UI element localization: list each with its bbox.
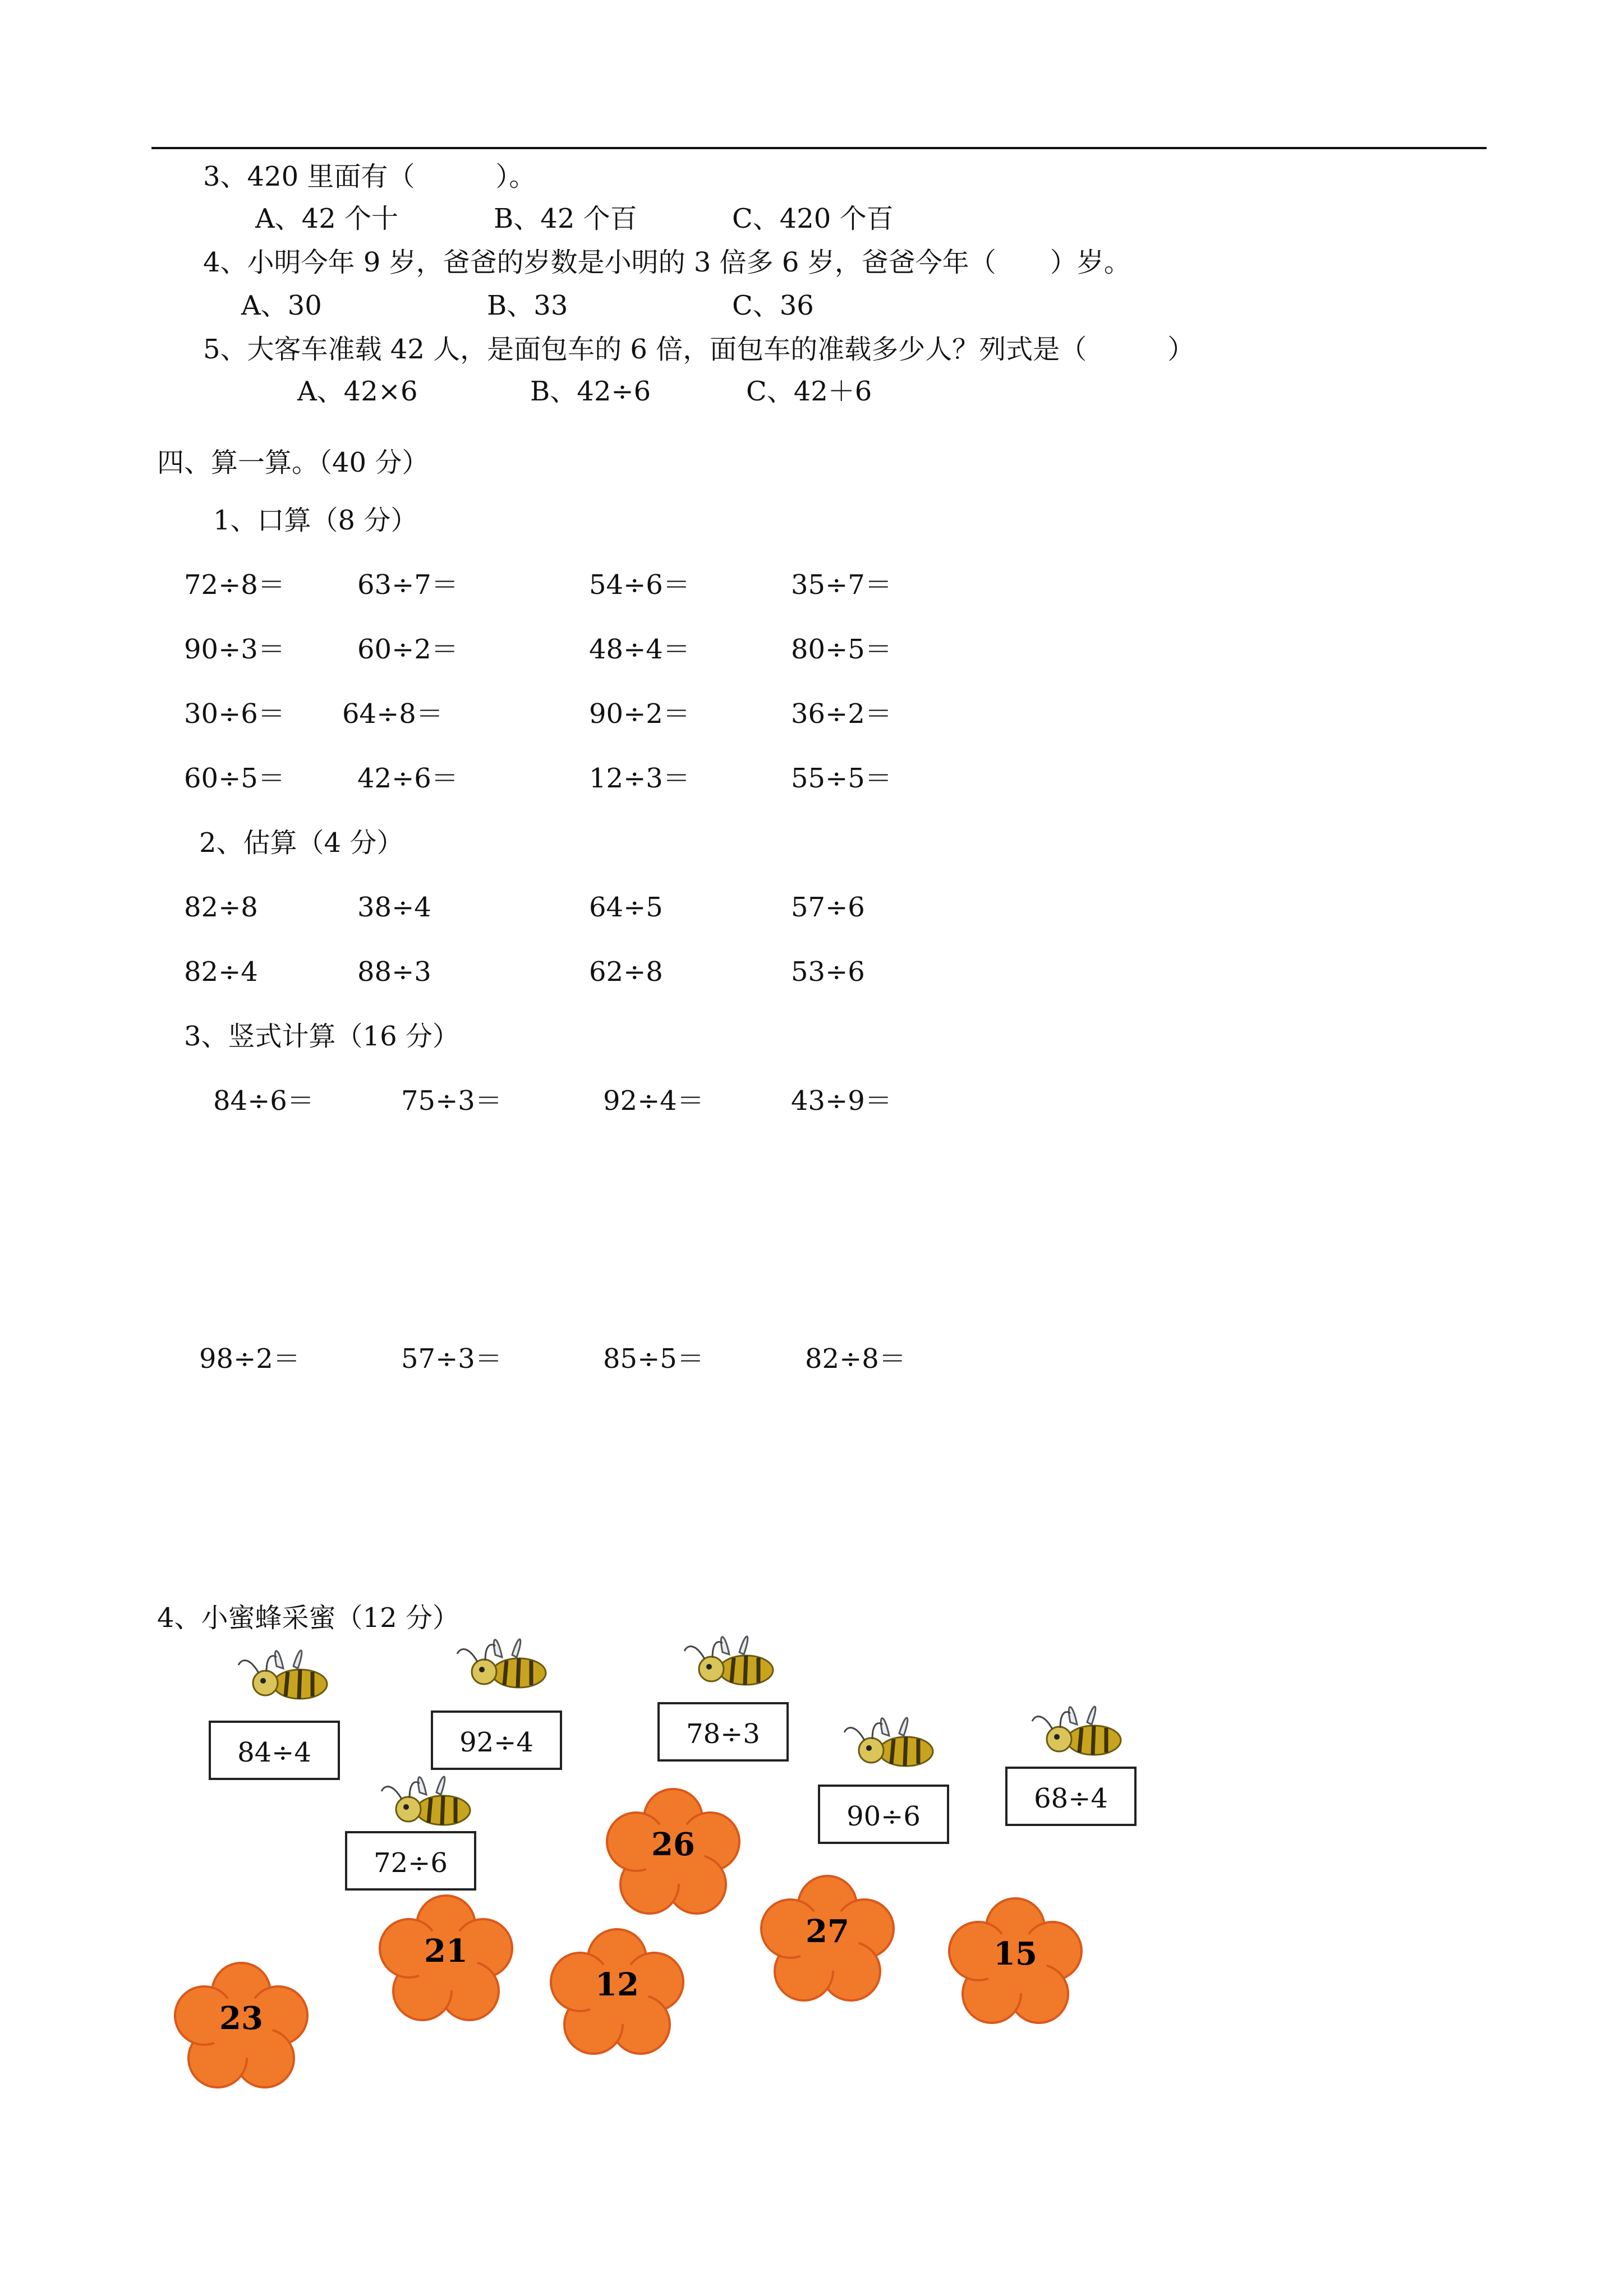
header-rule bbox=[151, 147, 1487, 149]
bees-title: 4、小蜜蜂采蜜（12 分） bbox=[157, 1602, 459, 1634]
oral-r4-c1: 60÷5＝ bbox=[184, 763, 285, 794]
bee-label-box: 84÷4 bbox=[209, 1721, 340, 1780]
bee-label-box: 72÷6 bbox=[345, 1831, 476, 1891]
estimate-title: 2、估算（4 分） bbox=[199, 827, 404, 859]
vertical-r1-c4: 43÷9＝ bbox=[791, 1085, 892, 1117]
estimate-r1-c3: 64÷5 bbox=[589, 892, 663, 923]
vertical-r2-c1: 98÷2＝ bbox=[199, 1343, 300, 1375]
oral-r2-c3: 48÷4＝ bbox=[589, 634, 690, 665]
flower bbox=[755, 1870, 900, 2005]
oral-r4-c3: 12÷3＝ bbox=[589, 763, 690, 794]
q3-option-b: B、42 个百 bbox=[494, 203, 637, 234]
estimate-r2-c3: 62÷8 bbox=[589, 956, 663, 988]
oral-r3-c4: 36÷2＝ bbox=[791, 698, 892, 730]
bee-icon bbox=[822, 1708, 945, 1775]
oral-r3-c3: 90÷2＝ bbox=[589, 698, 690, 730]
question-4: 4、小明今年 9 岁，爸爸的岁数是小明的 3 倍多 6 岁，爸爸今年（ ）岁。 bbox=[203, 247, 1131, 278]
oral-r4-c4: 55÷5＝ bbox=[791, 763, 892, 794]
vertical-r2-c4: 82÷8＝ bbox=[805, 1343, 906, 1375]
estimate-r1-c1: 82÷8 bbox=[184, 892, 258, 923]
flower bbox=[168, 1957, 314, 2092]
oral-r2-c2: 60÷2＝ bbox=[357, 634, 458, 665]
estimate-r2-c4: 53÷6 bbox=[791, 956, 865, 988]
vertical-r1-c1: 84÷6＝ bbox=[213, 1085, 314, 1117]
bee-label-box: 68÷4 bbox=[1005, 1767, 1137, 1826]
vertical-r1-c2: 75÷3＝ bbox=[401, 1085, 502, 1117]
q4-option-a: A、30 bbox=[241, 290, 322, 321]
vertical-r2-c3: 85÷5＝ bbox=[603, 1343, 704, 1375]
estimate-r1-c4: 57÷6 bbox=[791, 892, 865, 923]
vertical-r2-c2: 57÷3＝ bbox=[401, 1343, 502, 1375]
flower-number: 12 bbox=[595, 1966, 639, 2003]
flower bbox=[544, 1924, 690, 2058]
estimate-r2-c2: 88÷3 bbox=[357, 956, 431, 988]
oral-r3-c1: 30÷6＝ bbox=[184, 698, 285, 730]
q4-option-b: B、33 bbox=[487, 290, 568, 321]
bee-icon bbox=[359, 1767, 482, 1834]
oral-r1-c1: 72÷8＝ bbox=[184, 569, 285, 601]
oral-r4-c2: 42÷6＝ bbox=[357, 763, 458, 794]
oral-r1-c3: 54÷6＝ bbox=[589, 569, 690, 601]
q5-option-c: C、42＋6 bbox=[746, 376, 872, 407]
flower bbox=[942, 1893, 1088, 2027]
estimate-r1-c2: 38÷4 bbox=[357, 892, 431, 923]
flower bbox=[600, 1783, 746, 1918]
estimate-r2-c1: 82÷4 bbox=[184, 956, 258, 988]
vertical-title: 3、竖式计算（16 分） bbox=[184, 1021, 459, 1052]
bee-label-box: 92÷4 bbox=[431, 1711, 562, 1770]
q4-option-c: C、36 bbox=[732, 290, 814, 321]
bee-icon bbox=[1010, 1696, 1133, 1764]
flower-number: 27 bbox=[806, 1913, 849, 1950]
q5-option-a: A、42×6 bbox=[297, 376, 418, 407]
bee-icon bbox=[216, 1640, 339, 1708]
oral-r2-c1: 90÷3＝ bbox=[184, 634, 285, 665]
bee-icon bbox=[435, 1629, 558, 1696]
q5-option-b: B、42÷6 bbox=[530, 376, 651, 407]
question-5: 5、大客车准载 42 人，是面包车的 6 倍，面包车的准载多少人？列式是（ ） bbox=[203, 334, 1195, 365]
flower-number: 23 bbox=[219, 2000, 263, 2037]
bee-label-box: 90÷6 bbox=[818, 1785, 949, 1844]
q3-option-c: C、420 个百 bbox=[732, 203, 894, 234]
oral-title: 1、口算（8 分） bbox=[213, 505, 418, 536]
oral-r3-c2: 64÷8＝ bbox=[342, 698, 443, 730]
question-3: 3、420 里面有（ ）。 bbox=[203, 161, 536, 192]
bee-label-box: 78÷3 bbox=[657, 1702, 789, 1762]
bee-icon bbox=[662, 1626, 785, 1694]
section-4-title: 四、算一算。（40 分） bbox=[157, 447, 429, 478]
flower-number: 21 bbox=[424, 1933, 468, 1970]
flower-number: 26 bbox=[651, 1826, 695, 1863]
oral-r1-c4: 35÷7＝ bbox=[791, 569, 892, 601]
flower bbox=[373, 1890, 519, 2025]
q3-option-a: A、42 个十 bbox=[255, 203, 399, 234]
vertical-r1-c3: 92÷4＝ bbox=[603, 1085, 704, 1117]
flower-number: 15 bbox=[993, 1935, 1037, 1972]
oral-r2-c4: 80÷5＝ bbox=[791, 634, 892, 665]
oral-r1-c2: 63÷7＝ bbox=[357, 569, 458, 601]
